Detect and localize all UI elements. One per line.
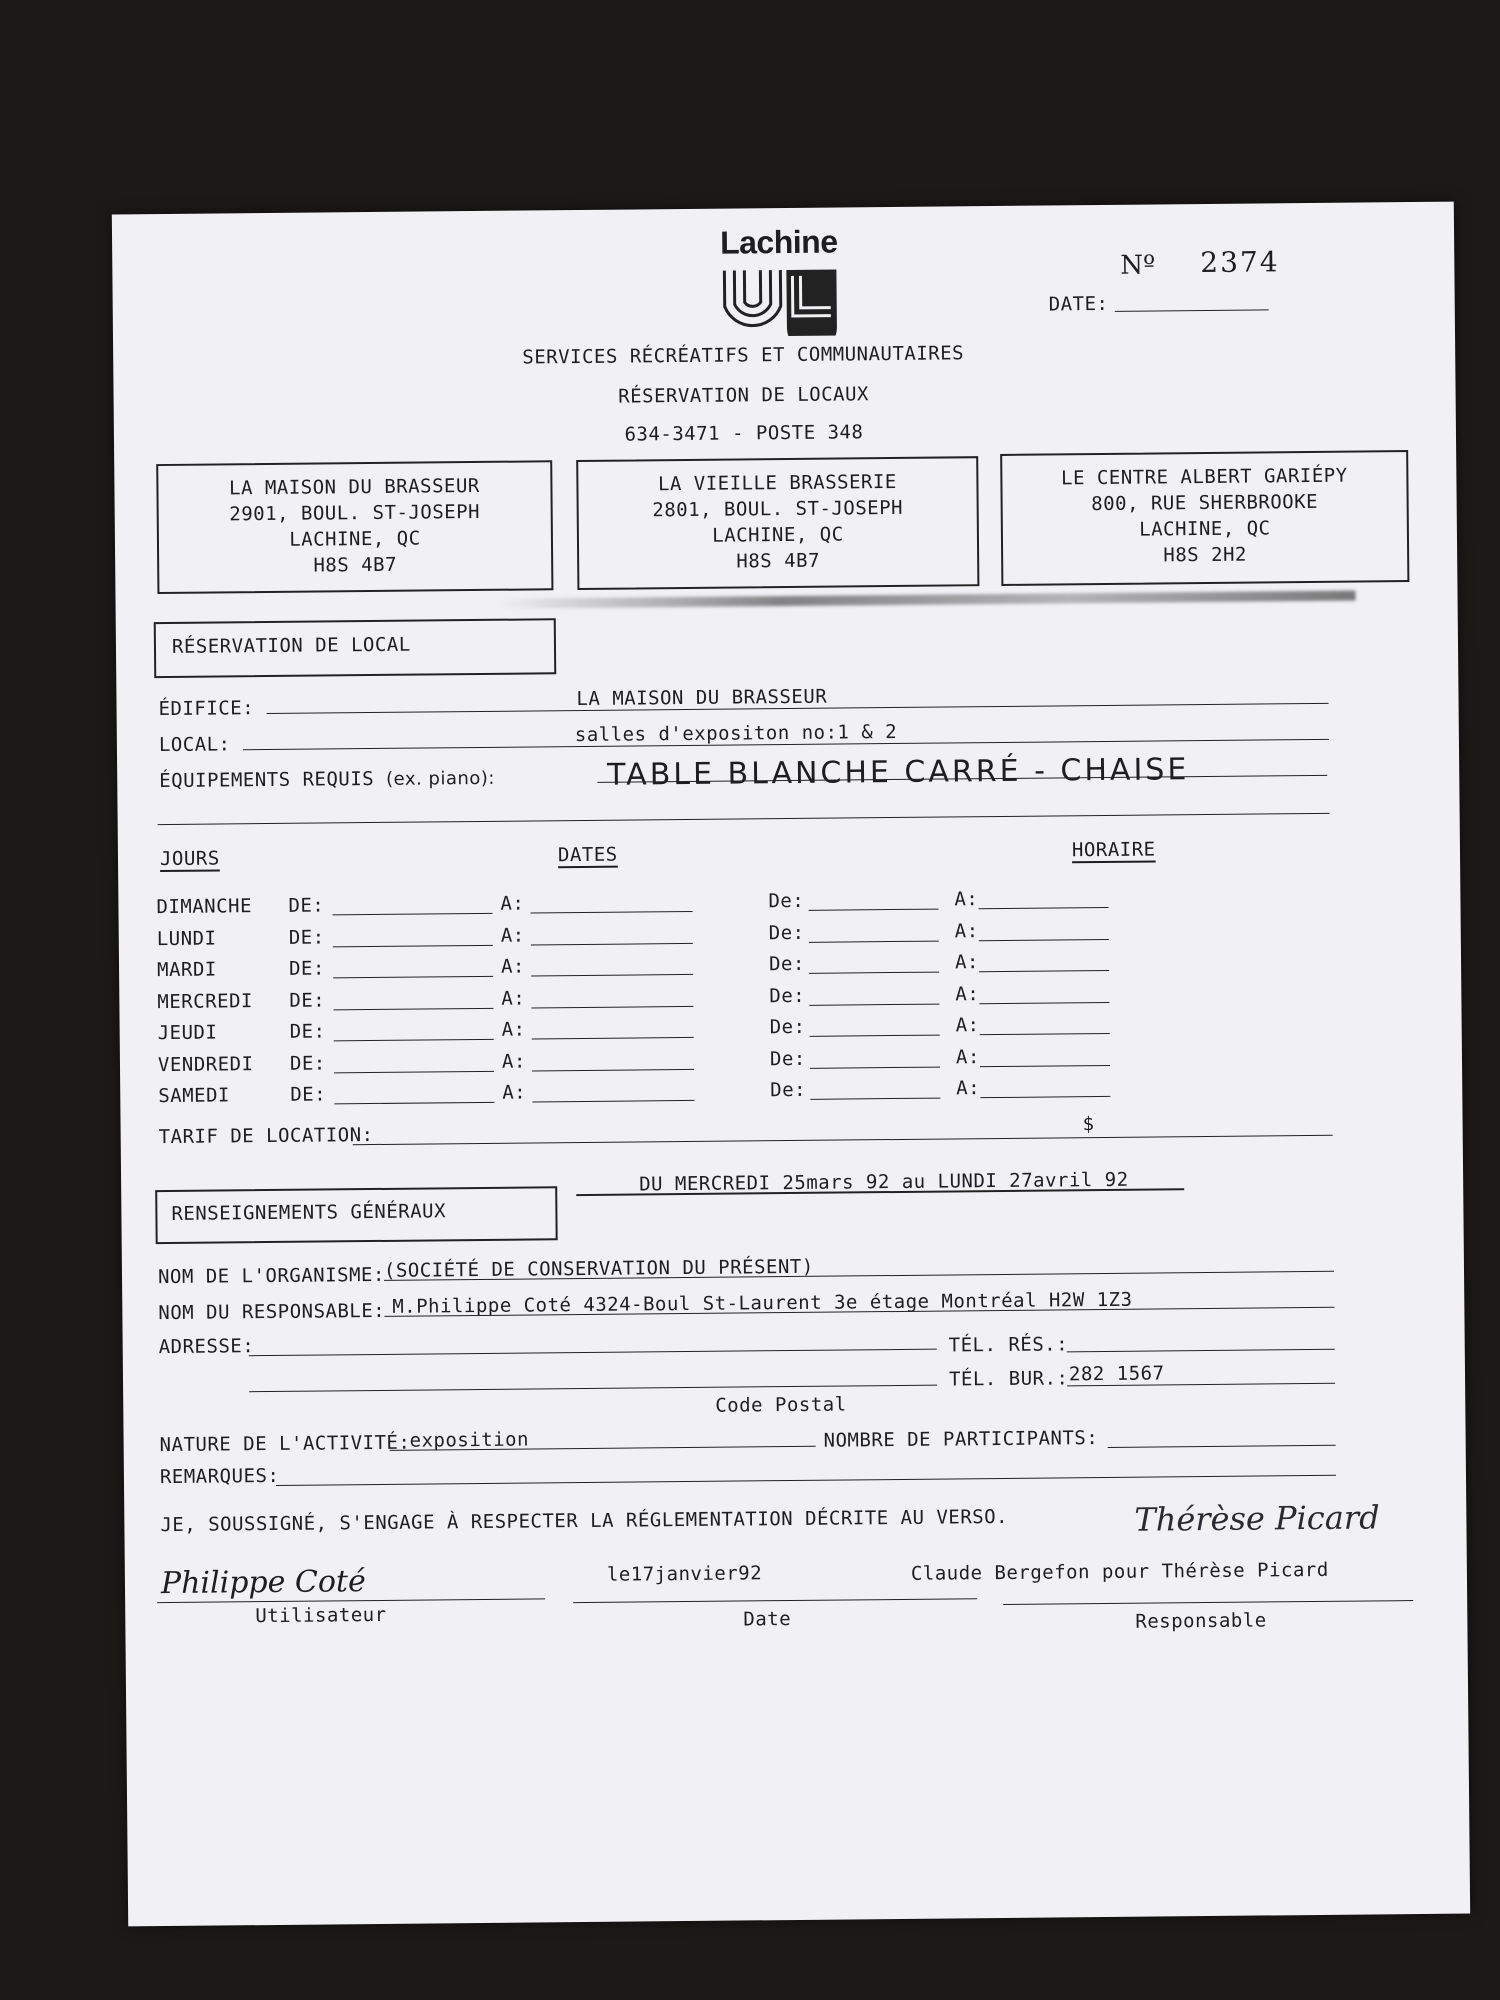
time-to-label: A: [956, 1077, 981, 1100]
date-from-line[interactable] [333, 976, 493, 979]
time-to-label: A: [954, 919, 979, 942]
venue-city: LACHINE, QC [712, 523, 844, 547]
date-to-label: A: [500, 955, 526, 978]
venue-postal: H8S 4B7 [313, 553, 398, 577]
day-label: LUNDI [156, 927, 217, 950]
venue-postal: H8S 4B7 [736, 549, 821, 573]
reservation-section-box [154, 618, 557, 678]
date-to-label: A: [501, 987, 526, 1010]
lachine-logo-icon [720, 265, 841, 336]
venue-name: LA MAISON DU BRASSEUR [228, 474, 480, 500]
time-to-label: A: [954, 951, 980, 974]
responsible-label: Responsable [1135, 1609, 1267, 1633]
date-to-line[interactable] [531, 911, 693, 914]
venue-address: 800, RUE SHERBROOKE [1091, 490, 1319, 516]
edifice-value[interactable]: LA MAISON DU BRASSEUR [576, 685, 828, 711]
user-signature: Philippe Coté [160, 1564, 366, 1602]
number-label: Nº [1120, 250, 1156, 281]
general-section-title: RENSEIGNEMENTS GÉNÉRAUX [171, 1200, 447, 1225]
tarif-currency: $ [1082, 1113, 1095, 1136]
date-from-line[interactable] [334, 1039, 494, 1042]
date-to-label: A: [500, 892, 525, 915]
date-from-line[interactable] [333, 1007, 493, 1010]
tel-res-label: TÉL. RÉS.: [948, 1333, 1069, 1357]
address-line-2[interactable] [249, 1385, 937, 1393]
venue-address: 2901, BOUL. ST-JOSEPH [229, 500, 481, 526]
time-from-label: De: [768, 889, 805, 913]
time-from-line[interactable] [810, 1035, 940, 1037]
time-to-line[interactable] [979, 970, 1109, 972]
date-to-line[interactable] [532, 1100, 694, 1103]
time-to-line[interactable] [980, 1033, 1110, 1035]
date-to-line[interactable] [531, 942, 693, 945]
venue-address: 2801, BOUL. ST-JOSEPH [652, 496, 904, 522]
date-from-label: DE: [288, 925, 325, 949]
time-from-line[interactable] [809, 909, 939, 911]
time-to-line[interactable] [979, 1001, 1109, 1003]
equipment-label [159, 767, 495, 792]
date-from-label: DE: [289, 1020, 326, 1043]
declaration: JE, SOUSSIGNÉ, S'ENGAGE À RESPECTER LA RÉGLEMENTATION DÉCRITE AU VERSO. [160, 1505, 1009, 1537]
date-from-line[interactable] [333, 944, 493, 947]
logo-text: Lachine [719, 223, 838, 261]
date-sign-line [573, 1598, 977, 1603]
edifice-label: ÉDIFICE: [158, 697, 255, 721]
date-from-label: DE: [288, 894, 325, 917]
date-to-label: A: [501, 1050, 526, 1073]
date-to-line[interactable] [532, 1068, 694, 1071]
col-dates: DATES [557, 843, 618, 867]
date-to-label: A: [500, 924, 525, 947]
date-to-line[interactable] [531, 1005, 693, 1008]
address-line[interactable] [249, 1349, 937, 1357]
remarks-label: REMARQUES: [159, 1464, 280, 1489]
time-from-line[interactable] [809, 940, 939, 942]
date-from-label: DE: [288, 957, 325, 980]
venue-name: LE CENTRE ALBERT GARIÉPY [1061, 464, 1348, 490]
org-label: NOM DE L'ORGANISME: [157, 1263, 385, 1289]
title-services: SERVICES RÉCRÉATIFS ET COMMUNAUTAIRES [522, 342, 965, 369]
day-label: VENDREDI [157, 1052, 254, 1076]
postal-label: Code Postal [715, 1393, 847, 1417]
time-from-label: De: [768, 921, 805, 944]
venue-city: LACHINE, QC [1139, 517, 1271, 541]
day-label: MARDI [156, 958, 217, 982]
org-value[interactable]: (SOCIÉTÉ DE CONSERVATION DU PRÉSENT) [383, 1255, 814, 1282]
date-to-label: A: [502, 1081, 527, 1104]
local-label: LOCAL: [158, 733, 231, 757]
title-reservation: RÉSERVATION DE LOCAUX [618, 383, 870, 408]
time-from-label: De: [769, 1047, 806, 1070]
tarif-line[interactable] [353, 1135, 1333, 1145]
col-days: JOURS [159, 847, 220, 871]
day-label: DIMANCHE [156, 895, 253, 919]
venue-box-2 [576, 456, 979, 590]
day-label: MERCREDI [157, 989, 253, 1013]
date-line[interactable] [1115, 309, 1269, 311]
date-from-line[interactable] [334, 1070, 494, 1073]
equipment-value[interactable]: TABLE BLANCHE CARRÉ - CHAISE [607, 752, 1190, 793]
day-label: JEUDI [157, 1021, 218, 1045]
participants-line[interactable] [1108, 1445, 1336, 1448]
time-from-label: De: [769, 984, 806, 1007]
equipment-line-2 [158, 813, 1330, 825]
time-from-line[interactable] [810, 1066, 940, 1068]
time-to-label: A: [955, 982, 980, 1005]
responsible-signature: Thérèse Picard [1134, 1498, 1380, 1539]
date-to-line[interactable] [531, 974, 693, 977]
phone: 634-3471 - POSTE 348 [624, 421, 864, 446]
time-to-line[interactable] [980, 1096, 1110, 1098]
time-from-label: De: [769, 1015, 806, 1039]
general-section-box [155, 1186, 557, 1244]
time-from-label: De: [770, 1078, 807, 1102]
date-from-label: DE: [289, 988, 326, 1012]
date-from-line[interactable] [334, 1102, 494, 1105]
tel-bur-value[interactable]: 282 1567 [1068, 1362, 1165, 1386]
date-from-label: DE: [289, 1051, 326, 1075]
day-label: SAMEDI [158, 1084, 231, 1108]
equipment-label-text: ÉQUIPEMENTS REQUIS [159, 767, 375, 793]
local-value[interactable]: salles d'expositon no:1 & 2 [574, 720, 898, 747]
user-label: Utilisateur [255, 1603, 387, 1628]
venue-postal: H8S 2H2 [1163, 543, 1248, 567]
address-label: ADRESSE: [158, 1335, 255, 1359]
activity-value[interactable]: exposition [409, 1428, 530, 1452]
remarks-line[interactable] [276, 1475, 1336, 1486]
footer-date-label: Date [743, 1608, 792, 1631]
venue-box-1 [156, 460, 553, 594]
time-to-line[interactable] [979, 907, 1109, 909]
tarif-label: TARIF DE LOCATION: [158, 1124, 374, 1149]
date-from-line[interactable] [333, 913, 493, 916]
venue-name: LA VIEILLE BRASSERIE [657, 470, 897, 496]
time-from-line[interactable] [809, 1003, 939, 1005]
reservation-form [112, 202, 1470, 1927]
form-number: 2374 [1200, 245, 1280, 280]
venue-box-3 [1000, 450, 1409, 586]
activity-label: NATURE DE L'ACTIVITÉ: [159, 1431, 411, 1457]
time-to-line[interactable] [980, 1064, 1110, 1066]
time-from-label: De: [768, 952, 805, 976]
tel-res-line[interactable] [1067, 1349, 1335, 1353]
time-from-line[interactable] [810, 1098, 940, 1100]
col-hours: HORAIRE [1071, 838, 1156, 862]
time-to-label: A: [955, 1014, 980, 1037]
participants-label: NOMBRE DE PARTICIPANTS: [823, 1427, 1099, 1452]
responsible-value[interactable]: Claude Bergefon pour Thérèse Picard [910, 1558, 1329, 1585]
time-to-line[interactable] [979, 938, 1109, 940]
time-to-label: A: [955, 1045, 980, 1068]
date-label: DATE: [1048, 292, 1109, 316]
date-from-label: DE: [290, 1083, 327, 1106]
resp-value[interactable]: M.Philippe Coté 4324-Boul St-Laurent 3e étage Montréal H2W 1Z3 [392, 1288, 1133, 1318]
resp-label: NOM DU RESPONSABLE: [158, 1299, 386, 1325]
date-value[interactable]: le17janvier92 [606, 1562, 763, 1586]
responsible-line [1003, 1600, 1413, 1605]
tel-bur-label: TÉL. BUR.: [948, 1367, 1069, 1391]
time-from-line[interactable] [809, 972, 939, 974]
smudge [496, 591, 1356, 609]
equipment-example: (ex. piano): [386, 767, 496, 790]
date-to-label: A: [501, 1018, 526, 1041]
reservation-section-title: RÉSERVATION DE LOCAL [171, 633, 411, 658]
date-to-line[interactable] [532, 1037, 694, 1040]
tarif-period[interactable]: DU MERCREDI 25mars 92 au LUNDI 27avril 92 [639, 1168, 1129, 1196]
time-to-label: A: [954, 888, 979, 911]
venue-city: LACHINE, QC [289, 527, 421, 551]
